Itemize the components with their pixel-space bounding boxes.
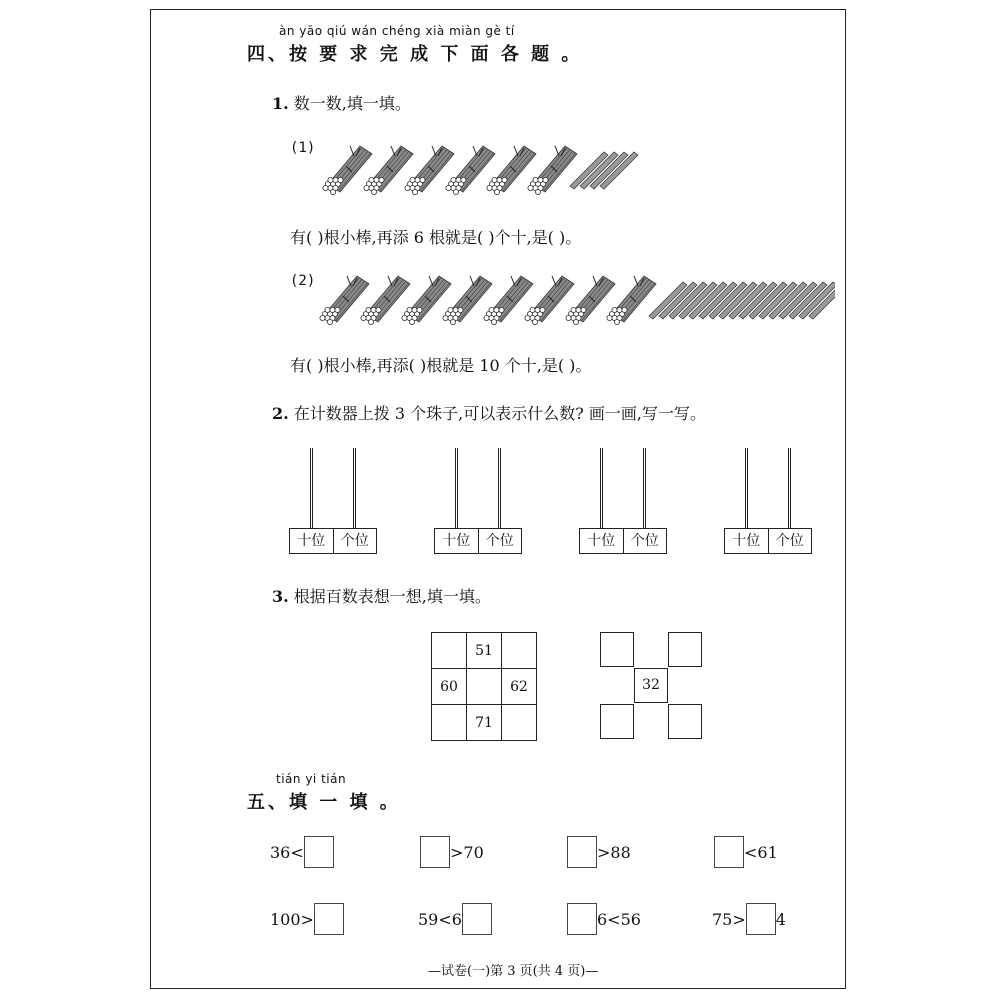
compare-left-text: 75> xyxy=(712,909,746,929)
hundred-chart-grid-a xyxy=(431,632,537,741)
q1-number: 1. xyxy=(272,94,289,113)
q1-part2-sentence: 有( )根小棒,再添( )根就是 10 个十,是( )。 xyxy=(290,356,592,375)
ones-label: 个位 xyxy=(768,529,812,553)
grid-b-center-cell: 32 xyxy=(634,668,668,703)
q2-prompt xyxy=(272,401,706,424)
grid-a-cell: 51 xyxy=(467,633,502,669)
compare-right-text: <61 xyxy=(744,842,778,862)
q2-number: 2. xyxy=(272,404,289,423)
q3-text: 根据百数表想一想,填一填。 xyxy=(293,587,491,606)
abacus-base xyxy=(579,528,667,554)
q3-prompt xyxy=(272,584,491,607)
tens-label: 十位 xyxy=(587,533,616,549)
section4-title: 四、按 要 求 完 成 下 面 各 题 。 xyxy=(247,44,583,65)
section5-pinyin: tián yi tián xyxy=(276,772,347,786)
compare-item xyxy=(712,903,786,935)
answer-box[interactable] xyxy=(420,836,450,868)
compare-left-text: 59<6 xyxy=(418,909,462,929)
stick-bundles-picture-2 xyxy=(315,270,835,326)
ones-label: 个位 xyxy=(333,529,377,553)
ones-rod[interactable] xyxy=(353,448,356,528)
tens-rod[interactable] xyxy=(310,448,313,528)
tens-rod[interactable] xyxy=(745,448,748,528)
abacus-2[interactable] xyxy=(434,448,522,556)
grid-b-cell[interactable] xyxy=(600,704,634,739)
section5-title: 五、填 一 填 。 xyxy=(247,792,401,813)
section4-pinyin: àn yāo qiú wán chéng xià miàn gè tí xyxy=(279,24,515,38)
answer-box[interactable] xyxy=(567,836,597,868)
q1-part1-sentence: 有( )根小棒,再添 6 根就是( )个十,是( )。 xyxy=(290,228,582,247)
grid-a-cell[interactable] xyxy=(432,633,467,669)
compare-left-text: 36< xyxy=(270,842,304,862)
tens-rod[interactable] xyxy=(600,448,603,528)
grid-a-cell[interactable] xyxy=(467,669,502,705)
ones-rod[interactable] xyxy=(788,448,791,528)
compare-item xyxy=(270,903,344,935)
answer-box[interactable] xyxy=(304,836,334,868)
ones-rod[interactable] xyxy=(643,448,646,528)
q1-prompt xyxy=(272,91,411,114)
grid-a-cell[interactable] xyxy=(502,705,537,741)
ones-label: 个位 xyxy=(623,529,667,553)
abacus-1[interactable] xyxy=(289,448,377,556)
q1-part2-label: (2) xyxy=(290,273,316,289)
grid-a-cell[interactable] xyxy=(502,633,537,669)
q3-number: 3. xyxy=(272,587,289,606)
compare-item xyxy=(420,836,484,868)
answer-box[interactable] xyxy=(462,903,492,935)
grid-b-cell[interactable] xyxy=(668,632,702,667)
abacus-4[interactable] xyxy=(724,448,812,556)
grid-a-cell: 71 xyxy=(467,705,502,741)
grid-a-cell: 62 xyxy=(502,669,537,705)
q2-text: 在计数器上拨 3 个珠子,可以表示什么数? 画一画,写一写。 xyxy=(293,404,706,423)
compare-right-text: >88 xyxy=(597,842,631,862)
compare-right-text: 6<56 xyxy=(597,909,641,929)
abacus-3[interactable] xyxy=(579,448,667,556)
compare-item xyxy=(270,836,334,868)
page-footer: —试卷(一)第 3 页(共 4 页)— xyxy=(428,964,599,979)
compare-right-text: 4 xyxy=(775,909,786,929)
compare-item xyxy=(714,836,778,868)
abacus-base xyxy=(724,528,812,554)
compare-left-text: 100> xyxy=(270,909,314,929)
abacus-base xyxy=(289,528,377,554)
q1-text: 数一数,填一填。 xyxy=(293,94,411,113)
grid-b-cell[interactable] xyxy=(668,704,702,739)
tens-label: 十位 xyxy=(442,533,471,549)
answer-box[interactable] xyxy=(314,903,344,935)
grid-b-cell[interactable] xyxy=(600,632,634,667)
tens-label: 十位 xyxy=(732,533,761,549)
abacus-base xyxy=(434,528,522,554)
compare-item xyxy=(567,903,641,935)
answer-box[interactable] xyxy=(714,836,744,868)
ones-label: 个位 xyxy=(478,529,522,553)
compare-item xyxy=(567,836,631,868)
stick-bundles-picture-1 xyxy=(318,140,648,196)
tens-rod[interactable] xyxy=(455,448,458,528)
q1-part1-label: (1) xyxy=(290,140,316,156)
grid-a-cell[interactable] xyxy=(432,705,467,741)
ones-rod[interactable] xyxy=(498,448,501,528)
compare-item xyxy=(418,903,492,935)
grid-a-cell: 60 xyxy=(432,669,467,705)
tens-label: 十位 xyxy=(297,533,326,549)
compare-right-text: >70 xyxy=(450,842,484,862)
answer-box[interactable] xyxy=(746,903,776,935)
answer-box[interactable] xyxy=(567,903,597,935)
